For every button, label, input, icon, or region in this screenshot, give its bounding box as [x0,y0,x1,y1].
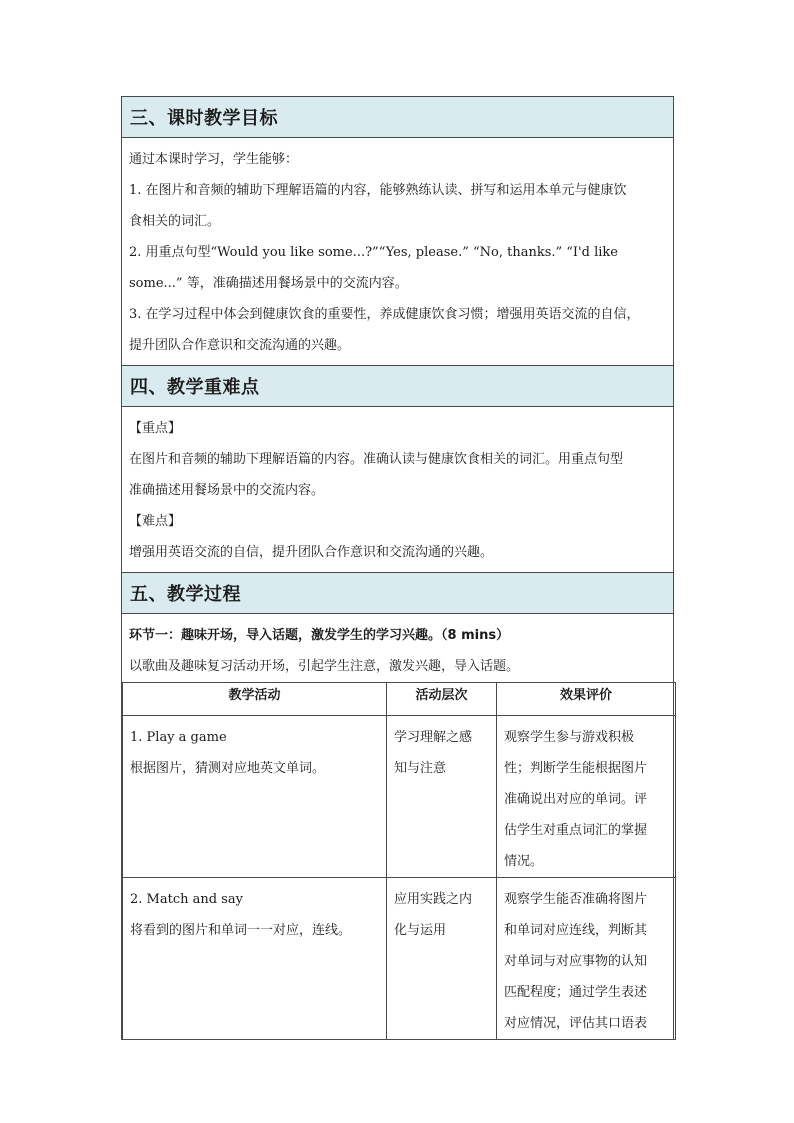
process-table [122,682,676,1040]
section-title-process: 五、教学过程 [122,573,673,614]
evaluation-line: 观察学生能否准确将图片 [504,892,648,907]
evaluation-line: 对应情况，评估其口语表 [504,1016,648,1031]
difficult-point-line-1: 增强用英语交流的自信，提升团队合作意识和交流沟通的兴趣。 [129,545,494,560]
process-intro [122,614,673,682]
key-point-line-1: 在图片和音频的辅助下理解语篇的内容。准确认读与健康饮食相关的词汇。用重点句型 [129,452,624,467]
evaluation-line: 观察学生参与游戏积极 [504,730,635,745]
goal-2-line-1: 2. 用重点句型“Would you like some...?”“Yes, please.” “No, thanks.” “I'd like [129,245,618,260]
evaluation-cell [497,878,676,1040]
objectives-intro: 通过本课时学习，学生能够： [129,152,299,167]
lesson-plan-table [121,96,674,1040]
level-line: 化与运用 [394,923,447,938]
evaluation-line: 情况。 [504,854,544,869]
evaluation-line: 和单词对应连线，判断其 [504,923,648,938]
evaluation-line: 对单词与对应事物的认知 [504,954,648,969]
goal-2-line-2: some...” 等，准确描述用餐场景中的交流内容。 [129,276,408,291]
key-points-body [122,407,673,573]
table-header-row [123,683,676,716]
activity-description: 将看到的图片和单词一一对应，连线。 [130,923,352,938]
key-point-line-2: 准确描述用餐场景中的交流内容。 [129,483,325,498]
level-line: 应用实践之内 [394,892,473,907]
goal-1-line-1: 1. 在图片和音频的辅助下理解语篇的内容，能够熟练认读、拼写和运用本单元与健康饮 [129,183,627,198]
evaluation-line: 准确说出对应的单词。评 [504,792,648,807]
table-row [123,878,676,1040]
level-cell [387,878,497,1040]
goal-3-line-2: 提升团队合作意识和交流沟通的兴趣。 [129,338,351,353]
stage-1-title: 环节一：趣味开场，导入话题，激发学生的学习兴趣。（8 mins） [129,628,510,643]
key-point-label: 【重点】 [129,421,182,436]
level-line: 知与注意 [394,761,447,776]
section-title-key-points: 四、教学重难点 [122,366,673,407]
difficult-point-label: 【难点】 [129,514,182,529]
objectives-body [122,138,673,366]
evaluation-line: 性；判断学生能根据图片 [504,761,648,776]
header-level: 活动层次 [387,683,497,716]
activity-name: 2. Match and say [130,892,243,907]
goal-3-line-1: 3. 在学习过程中体会到健康饮食的重要性，养成健康饮食习惯；增强用英语交流的自信， [129,307,640,322]
goal-1-line-2: 食相关的词汇。 [129,214,221,229]
evaluation-line: 匹配程度；通过学生表述 [504,985,648,1000]
header-activity: 教学活动 [123,683,387,716]
activity-description: 根据图片，猜测对应地英文单词。 [130,761,326,776]
section-title-objectives: 三、课时教学目标 [122,97,673,138]
lesson-plan-page [121,96,674,1040]
evaluation-line: 估学生对重点词汇的掌握 [504,823,648,838]
header-evaluation: 效果评价 [497,683,676,716]
level-cell [387,716,497,878]
evaluation-cell [497,716,676,878]
level-line: 学习理解之感 [394,730,473,745]
activity-name: 1. Play a game [130,730,227,745]
table-row [123,716,676,878]
activity-cell [123,716,387,878]
activity-cell [123,878,387,1040]
stage-1-description: 以歌曲及趣味复习活动开场，引起学生注意，激发兴趣，导入话题。 [129,659,520,674]
